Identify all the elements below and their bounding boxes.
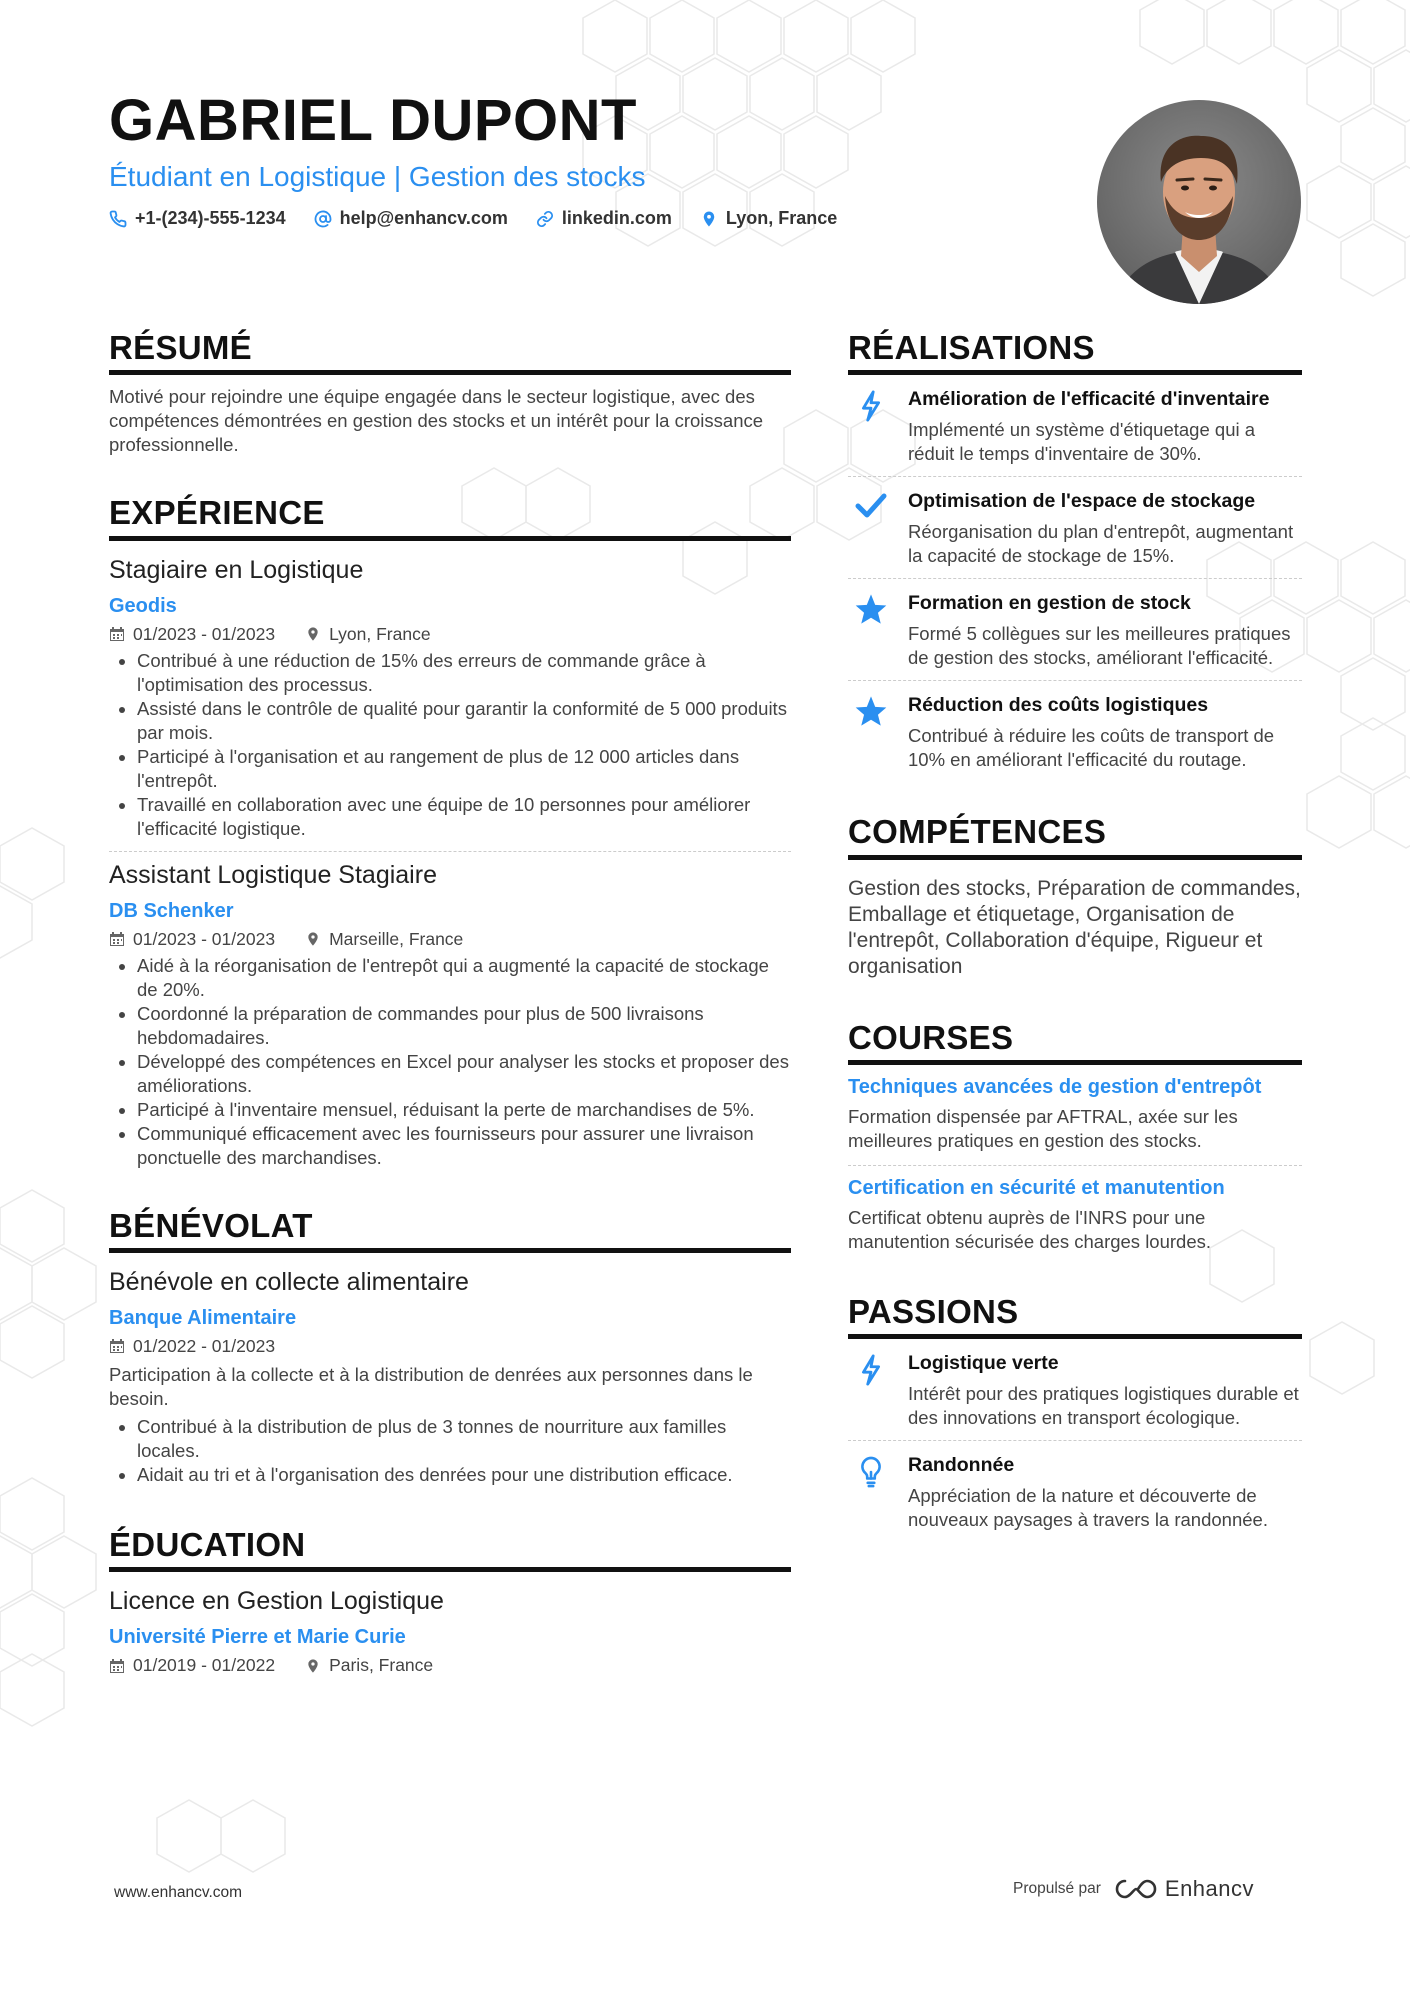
divider: [109, 851, 791, 852]
course-description: Certificat obtenu auprès de l'INRS pour une manutention sécurisée des charges lourdes.: [848, 1206, 1212, 1252]
contact-linkedin-text: linkedin.com: [561, 208, 672, 228]
volunteer-description: Participation à la collecte et à la distribution de denrées aux personnes dans le besoin.: [109, 1363, 753, 1409]
job-title: Assistant Logistique Stagiaire: [109, 860, 437, 889]
volunteer-bullets: [109, 1415, 791, 1487]
job-dates: [109, 624, 275, 645]
calendar-icon: [109, 1338, 125, 1354]
bullet-item: • Coordonné la préparation de commandes pour plus de 500 livraisons hebdomadaires.: [137, 1002, 791, 1050]
job-bullets: [109, 954, 791, 1170]
job-bullets: [109, 649, 791, 841]
passion-item: [848, 1441, 1302, 1542]
achievement-title: Formation en gestion de stock: [908, 592, 1191, 615]
skills-section: [848, 814, 1302, 979]
contact-phone[interactable]: [109, 208, 286, 229]
course-title[interactable]: Techniques avancées de gestion d'entrepôt: [848, 1075, 1262, 1098]
right-column: [848, 330, 1302, 1542]
degree-title: Licence en Gestion Logistique: [109, 1587, 444, 1616]
skills-text: Gestion des stocks, Préparation de commandes, Emballage et étiquetage, Organisation de l'entrepôt, Collaboration d'équipe, Rigueur et organisation: [848, 876, 1301, 978]
at-icon: [314, 210, 332, 228]
location-icon: [305, 626, 321, 642]
left-column: [109, 330, 791, 1676]
profile-photo: [1097, 100, 1301, 304]
footer-branding[interactable]: [1013, 1876, 1254, 1902]
bullet-item: • Contribué à une réduction de 15% des erreurs de commande grâce à l'optimisation des processus.: [137, 649, 791, 697]
passions-heading: PASSIONS: [848, 1294, 1302, 1339]
candidate-name: GABRIEL DUPONT: [109, 88, 637, 153]
education-dates-text: 01/2019 - 01/2022: [133, 1655, 276, 1676]
passion-description: Appréciation de la nature et découverte de nouveaux paysages à travers la randonnée.: [908, 1485, 1268, 1531]
achievement-description: Réorganisation du plan d'entrepôt, augmentant la capacité de stockage de 15%.: [908, 521, 1294, 567]
star-icon: [848, 693, 894, 772]
achievement-title: Réduction des coûts logistiques: [908, 694, 1209, 717]
summary-text: Motivé pour rejoindre une équipe engagée dans le secteur logistique, avec des compétences démontrées en gestion des stocks et un intérêt pour la croissance professionnelle.: [109, 386, 764, 456]
contact-linkedin[interactable]: [536, 208, 672, 229]
company-name[interactable]: Geodis: [109, 594, 177, 617]
achievement-item: [848, 579, 1302, 680]
bullet-item: • Aidait au tri et à l'organisation des denrées pour une distribution efficace.: [137, 1463, 791, 1487]
lightning-icon: [848, 387, 894, 466]
passions-section: [848, 1294, 1302, 1542]
job-dates-text: 01/2023 - 01/2023: [133, 928, 276, 949]
achievement-item: [848, 681, 1302, 782]
volunteer-organization[interactable]: Banque Alimentaire: [109, 1306, 297, 1329]
education-location-text: Paris, France: [329, 1655, 434, 1676]
powered-by-label: Propulsé par: [1013, 1880, 1101, 1897]
job-location: [305, 624, 431, 645]
experience-section: [109, 495, 791, 1169]
course-item: [848, 1166, 1302, 1254]
lightbulb-icon: [848, 1453, 894, 1532]
volunteer-meta: [109, 1336, 791, 1357]
job-location: [305, 929, 463, 950]
education-dates: [109, 1655, 275, 1676]
lightning-icon: [848, 1351, 894, 1430]
contact-bar: [109, 208, 837, 229]
courses-heading: COURSES: [848, 1020, 1302, 1065]
skills-heading: COMPÉTENCES: [848, 814, 1302, 859]
courses-section: [848, 1020, 1302, 1254]
bullet-item: • Participé à l'inventaire mensuel, réduisant la perte de marchandises de 5%.: [137, 1098, 791, 1122]
calendar-icon: [109, 1658, 125, 1674]
summary-heading: RÉSUMÉ: [109, 330, 791, 375]
achievement-description: Contribué à réduire les coûts de transport de 10% en améliorant l'efficacité du routage.: [908, 725, 1275, 771]
achievement-description: Implémenté un système d'étiquetage qui a réduit le temps d'inventaire de 30%.: [908, 419, 1256, 465]
brand-logo: [1113, 1876, 1254, 1902]
course-title[interactable]: Certification en sécurité et manutention: [848, 1176, 1225, 1199]
bullet-item: • Travaillé en collaboration avec une équipe de 10 personnes pour améliorer l'efficacité logistique.: [137, 793, 791, 841]
bullet-item: • Participé à l'organisation et au rangement de plus de 12 000 articles dans l'entrepôt.: [137, 745, 791, 793]
experience-item: [109, 555, 791, 841]
education-heading: ÉDUCATION: [109, 1527, 791, 1572]
contact-location: [700, 208, 837, 229]
volunteer-role: Bénévole en collecte alimentaire: [109, 1267, 469, 1296]
footer-website[interactable]: www.enhancv.com: [114, 1884, 243, 1901]
check-icon: [848, 489, 894, 568]
location-icon: [305, 1658, 321, 1674]
job-meta: [109, 624, 791, 645]
calendar-icon: [109, 931, 125, 947]
achievement-description: Formé 5 collègues sur les meilleures pratiques de gestion des stocks, améliorant l'efficacité.: [908, 623, 1291, 669]
passion-item: [848, 1339, 1302, 1440]
experience-item: [109, 860, 791, 1170]
achievement-item: [848, 375, 1302, 476]
passion-title: Logistique verte: [908, 1352, 1059, 1375]
volunteer-dates: [109, 1336, 275, 1357]
candidate-headline: Étudiant en Logistique | Gestion des stocks: [109, 161, 646, 192]
job-location-text: Marseille, France: [329, 928, 464, 949]
achievement-item: [848, 477, 1302, 578]
education-section: [109, 1527, 791, 1676]
volunteer-dates-text: 01/2022 - 01/2023: [133, 1335, 276, 1356]
volunteer-section: [109, 1208, 791, 1487]
link-icon: [536, 210, 554, 228]
school-name[interactable]: Université Pierre et Marie Curie: [109, 1626, 406, 1649]
job-dates-text: 01/2023 - 01/2023: [133, 623, 276, 644]
course-description: Formation dispensée par AFTRAL, axée sur les meilleures pratiques en gestion des stocks.: [848, 1105, 1238, 1151]
job-title: Stagiaire en Logistique: [109, 555, 364, 584]
volunteer-heading: BÉNÉVOLAT: [109, 1208, 791, 1253]
bullet-item: • Assisté dans le contrôle de qualité pour garantir la conformité de 5 000 produits par mois.: [137, 697, 791, 745]
achievement-title: Amélioration de l'efficacité d'inventaire: [908, 388, 1270, 411]
brand-name: Enhancv: [1164, 1876, 1255, 1901]
education-meta: [109, 1655, 791, 1676]
experience-heading: EXPÉRIENCE: [109, 495, 791, 540]
infinity-logo-icon: [1113, 1877, 1157, 1901]
bullet-item: • Aidé à la réorganisation de l'entrepôt qui a augmenté la capacité de stockage de 20%.: [137, 954, 791, 1002]
bullet-item: • Communiqué efficacement avec les fournisseurs pour assurer une livraison ponctuelle des marchandises.: [137, 1122, 791, 1170]
contact-location-text: Lyon, France: [725, 208, 838, 228]
company-name[interactable]: DB Schenker: [109, 899, 234, 922]
phone-icon: [109, 210, 127, 228]
course-item: [848, 1065, 1302, 1165]
bullet-item: • Développé des compétences en Excel pour analyser les stocks et proposer des améliorations.: [137, 1050, 791, 1098]
achievements-heading: RÉALISATIONS: [848, 330, 1302, 375]
education-location: [305, 1655, 433, 1676]
location-icon: [305, 931, 321, 947]
contact-email-text: help@enhancv.com: [339, 208, 508, 228]
contact-email[interactable]: [314, 208, 508, 229]
job-location-text: Lyon, France: [329, 623, 431, 644]
location-icon: [700, 210, 718, 228]
job-meta: [109, 929, 791, 950]
job-dates: [109, 929, 275, 950]
achievements-section: [848, 330, 1302, 782]
calendar-icon: [109, 626, 125, 642]
passion-title: Randonnée: [908, 1454, 1015, 1477]
star-icon: [848, 591, 894, 670]
summary-section: [109, 330, 791, 457]
contact-phone-text: +1-(234)-555-1234: [135, 208, 286, 228]
passion-description: Intérêt pour des pratiques logistiques durable et des innovations en transport écologique.: [908, 1383, 1299, 1429]
achievement-title: Optimisation de l'espace de stockage: [908, 490, 1256, 513]
bullet-item: • Contribué à la distribution de plus de 3 tonnes de nourriture aux familles locales.: [137, 1415, 791, 1463]
